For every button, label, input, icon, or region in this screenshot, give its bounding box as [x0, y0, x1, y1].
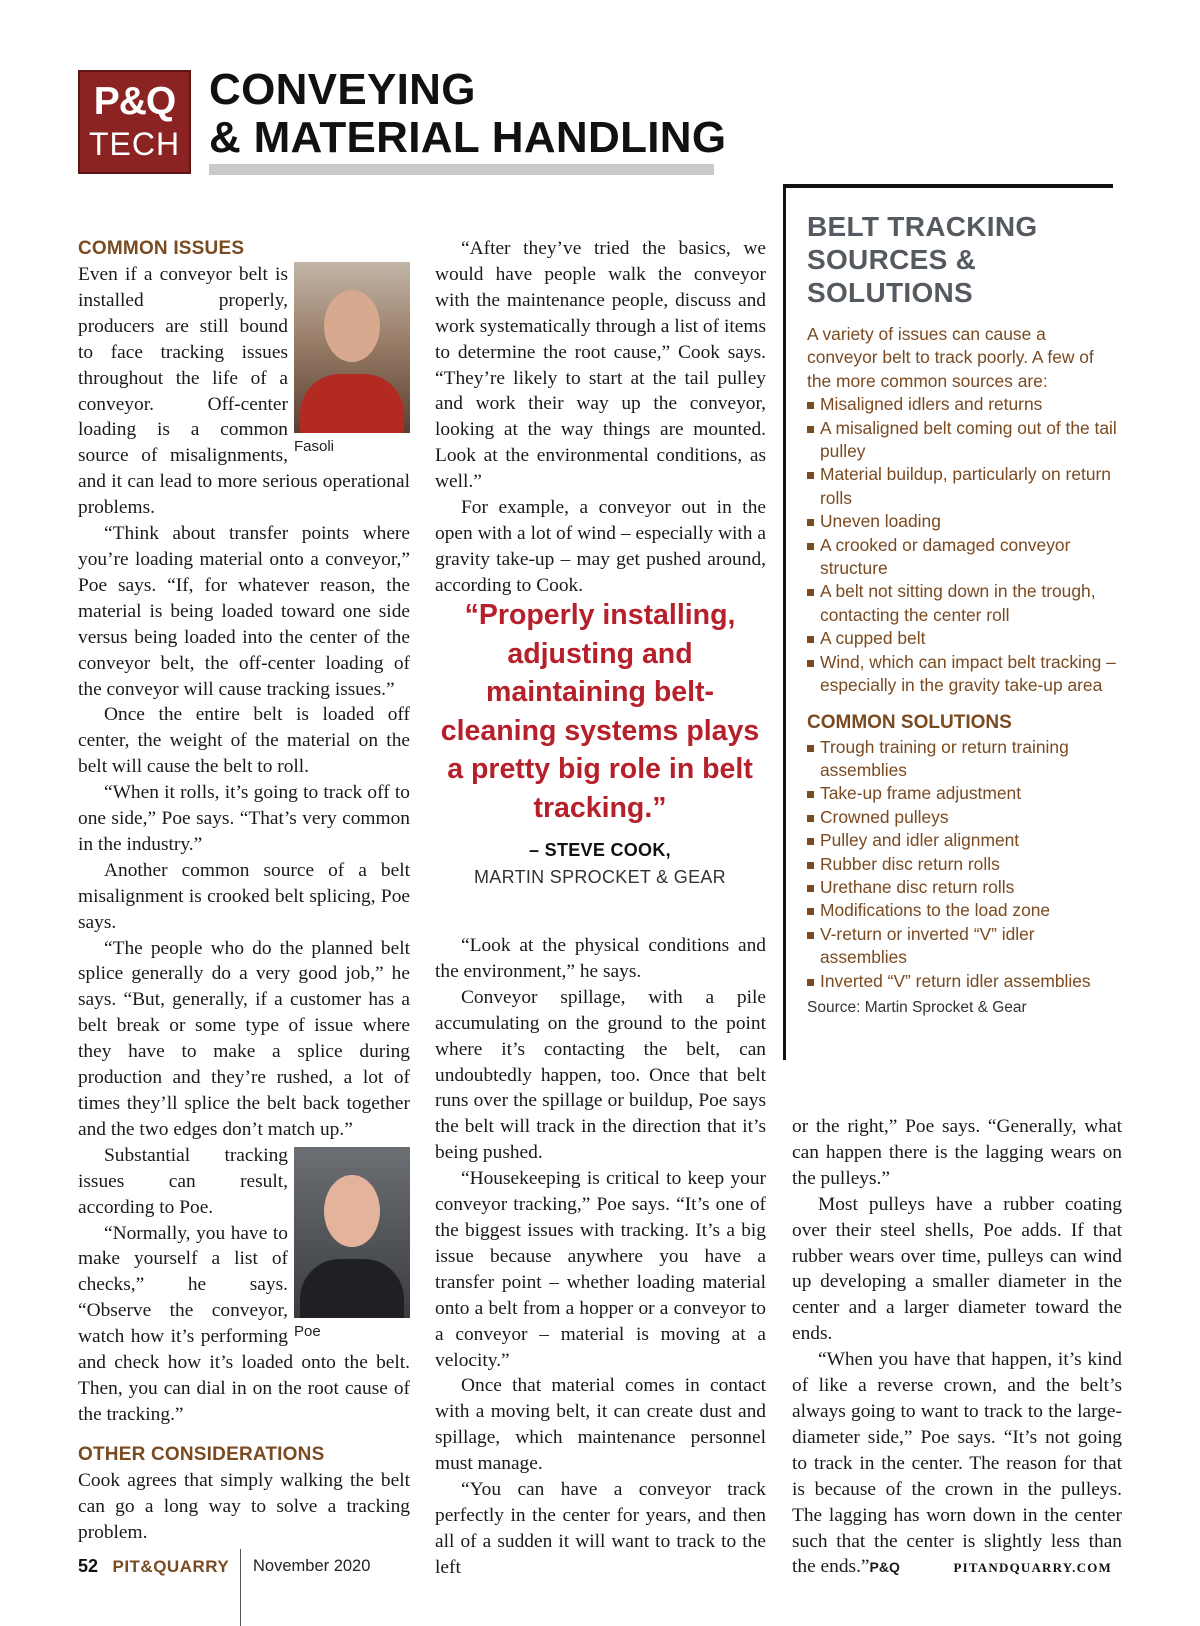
page-title [209, 66, 726, 162]
title-line2: & MATERIAL HANDLING [209, 113, 727, 162]
list-item: A crooked or damaged conveyor structure [807, 534, 1117, 581]
sidebar-intro: A variety of issues can cause a conveyor belt to track poorly. A few of the more common sources are: [807, 324, 1094, 391]
solutions-list [807, 736, 1117, 993]
photo-caption-fasoli: Fasoli [294, 438, 335, 455]
list-item: Modifications to the load zone [807, 899, 1117, 922]
sidebar-solutions-heading: COMMON SOLUTIONS [807, 711, 1012, 733]
pull-quote-attribution: – STEVE COOK, [529, 840, 671, 860]
pull-quote-text: “Properly installing, adjusting and maintaining belt-cleaning systems plays a pretty big role in belt tracking.” [440, 599, 760, 824]
title-line1: CONVEYING [209, 65, 476, 114]
paragraph [792, 1347, 1122, 1581]
list-item: Wind, which can impact belt tracking – especially in the gravity take-up area [807, 651, 1117, 698]
paragraph: “The people who do the planned belt splice generally do a very good job,” he says. “But, generally, if a customer has a belt break or some type of issue where they have to make a splice during production and they’re rushed, a lot of times they’ll splice the belt back together and the two edges don’t match up.” [78, 937, 410, 1140]
sources-list [807, 393, 1117, 697]
list-item: A cupped belt [807, 627, 1117, 650]
footer-magazine-name: PIT&QUARRY [112, 1557, 230, 1576]
list-item: V-return or inverted “V” idler assemblies [807, 923, 1117, 970]
list-item: Trough training or return training assemblies [807, 736, 1117, 783]
list-item: Crowned pulleys [807, 806, 1117, 829]
list-item: Urethane disc return rolls [807, 876, 1117, 899]
sidebar-left-rule [783, 184, 786, 1060]
paragraph: “Housekeeping is critical to keep your conveyor tracking,” Poe says. “It’s one of the biggest issues with tracking. It’s a big issue because anywhere you have a transfer point – whether loading material onto a belt from a hopper or a conveyor to a conveyor – material is moving at a velocity.” [435, 1168, 766, 1371]
sidebar-source-note: Source: Martin Sprocket & Gear [807, 998, 1027, 1016]
list-item: Misaligned idlers and returns [807, 393, 1117, 416]
photo-caption-poe: Poe [294, 1322, 321, 1340]
column-3 [792, 1114, 1122, 1581]
paragraph: Most pulleys have a rubber coating over their steel shells, Poe adds. If that rubber wears over time, pulleys can wind up developing a smaller diameter in the center and a larger diameter toward the ends. [792, 1193, 1122, 1345]
list-item: Uneven loading [807, 510, 1117, 533]
paragraph: “Think about transfer points where you’re loading material onto a conveyor,” Poe says. “If, for whatever reason, the material is being loaded toward one side versus being loaded into the center of the conveyor belt, the off-center loading of the conveyor will cause tracking issues.” [78, 523, 410, 700]
list-item: Inverted “V” return idler assemblies [807, 970, 1117, 993]
heading-common-issues: COMMON ISSUES [78, 238, 245, 259]
heading-other-considerations: OTHER CONSIDERATIONS [78, 1443, 325, 1465]
paragraph: “Look at the physical conditions and the environment,” he says. [435, 935, 766, 982]
fasoli-portrait [294, 262, 410, 433]
paragraph: “Normally, you have to make yourself a list of checks,” he says. “Observe the conveyor, watch how it’s performing and check how it’s loaded onto the belt. Then, you can dial in on the root cause of the tracking.” [78, 1222, 410, 1425]
paragraph: “You can have a conveyor track perfectly in the center for years, and then all of a sudden it will want to track to the left [435, 1479, 766, 1578]
sidebar-title: BELT TRACKING SOURCES & SOLUTIONS [807, 211, 1038, 308]
paragraph: Cook agrees that simply walking the belt can go a long way to solve a tracking problem. [78, 1469, 410, 1543]
photo-poe [294, 1147, 410, 1342]
paragraph: Even if a conveyor belt is installed properly, producers are still bound to face tracking issues throughout the life of a conveyor. Off-center loading is a common source of misalignments, and it can lead to more serious operational problems. [78, 264, 410, 519]
list-item: Material buildup, particularly on return rolls [807, 463, 1117, 510]
column-1 [78, 236, 410, 1546]
column-2-top [435, 236, 766, 599]
sidebar-box [807, 210, 1117, 1019]
logo-line1: P&Q [93, 80, 176, 123]
paragraph: “After they’ve tried the basics, we would have people walk the conveyor with the maintenance people, discuss and work systematically through a list of items to determine the root cause,” Cook says. “They’re likely to start at the tail pulley and work their way up the conveyor, looking at the way things are mounted. Look at the environmental conditions, as well.” [435, 238, 766, 493]
column-2-bottom [435, 933, 766, 1581]
footer-url: PITANDQUARRY.COM [953, 1560, 1112, 1575]
photo-fasoli [294, 262, 410, 457]
footer-divider [240, 1549, 241, 1626]
paragraph: “When it rolls, it’s going to track off to one side,” Poe says. “That’s very common in the industry.” [78, 782, 410, 855]
list-item: A misaligned belt coming out of the tail pulley [807, 417, 1117, 464]
paragraph-text: “When you have that happen, it’s kind of like a reverse crown, and the belt’s always going to want to track to the large-diameter side,” Poe says. “It’s not going to track in the center. The reason for that is because of the crown in the pulleys. The lagging has worn down in the center such that the center is slightly less than the ends.” [792, 1349, 1122, 1578]
title-underline [209, 164, 714, 175]
list-item: Take-up frame adjustment [807, 782, 1117, 805]
paragraph: Substantial tracking issues can result, according to Poe. [78, 1144, 288, 1218]
footer-left [78, 1556, 229, 1577]
poe-portrait [294, 1147, 410, 1318]
paragraph: Another common source of a belt misalignment is crooked belt splicing, Poe says. [78, 859, 410, 933]
pull-quote [432, 596, 768, 891]
list-item: A belt not sitting down in the trough, contacting the center roll [807, 580, 1117, 627]
paragraph: Once that material comes in contact with a moving belt, it can create dust and spillage, which maintenance personnel must manage. [435, 1375, 766, 1475]
list-item: Pulley and idler alignment [807, 829, 1117, 852]
footer-date: November 2020 [253, 1557, 371, 1575]
logo-line2: TECH [88, 126, 181, 162]
page-number: 52 [78, 1556, 99, 1576]
sidebar-top-rule [783, 184, 1113, 188]
paragraph: Conveyor spillage, with a pile accumulating on the ground to the point where it’s contacting the belt, can undoubtedly happen, too. Once that belt runs over the spillage or buildup, Poe says the belt will track in the direction that it’s being pushed. [435, 986, 766, 1164]
end-mark: P&Q [869, 1559, 900, 1576]
paragraph: or the right,” Poe says. “Generally, what can happen there is the lagging wears on the pulleys.” [792, 1116, 1122, 1189]
list-item: Rubber disc return rolls [807, 853, 1117, 876]
pull-quote-organization: MARTIN SPROCKET & GEAR [474, 867, 726, 887]
paragraph: Once the entire belt is loaded off center, the weight of the material on the belt will cause the belt to roll. [78, 704, 410, 778]
paragraph: For example, a conveyor out in the open with a lot of wind – especially with a gravity take-up – may get pushed around, according to Cook. [435, 497, 766, 596]
pq-tech-logo [78, 70, 191, 174]
